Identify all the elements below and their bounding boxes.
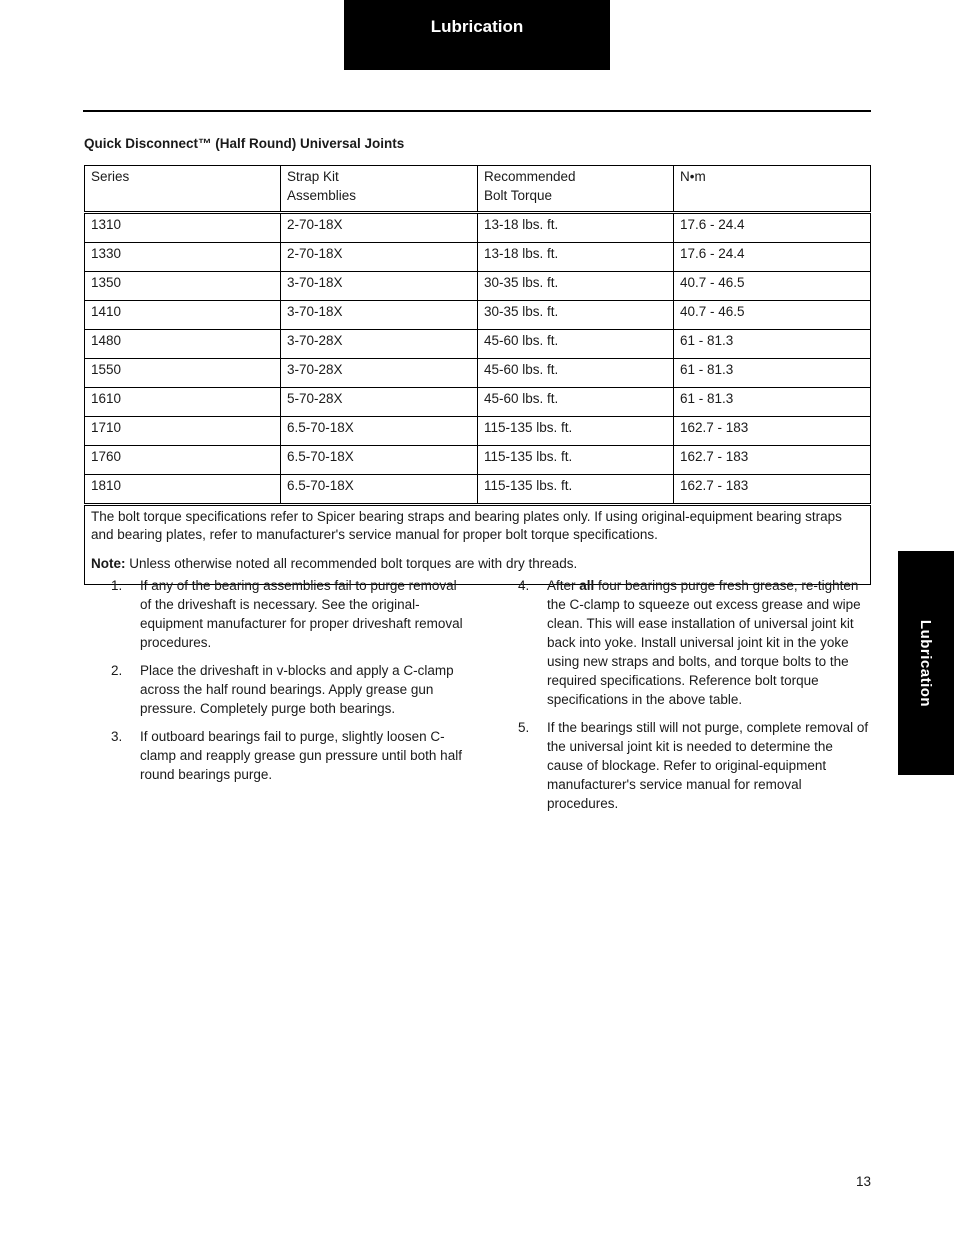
header-cell-nm: N•m	[674, 166, 871, 213]
note-label: Note:	[91, 556, 126, 571]
cell-nm: 61 - 81.3	[674, 330, 871, 359]
cell-nm: 40.7 - 46.5	[674, 272, 871, 301]
cell-strap-kit: 6.5-70-18X	[281, 446, 478, 475]
cell-nm: 61 - 81.3	[674, 359, 871, 388]
step-number: 1.	[111, 578, 123, 593]
note-text: Unless otherwise noted all recommended bolt torques are with dry threads.	[125, 556, 578, 571]
procedure-steps-left	[111, 576, 463, 793]
cell-nm: 17.6 - 24.4	[674, 213, 871, 243]
cell-bolt-torque: 45-60 lbs. ft.	[478, 359, 674, 388]
cell-series: 1330	[85, 243, 281, 272]
cell-series: 1760	[85, 446, 281, 475]
section-title: Quick Disconnect™ (Half Round) Universal Joints	[84, 136, 405, 151]
cell-bolt-torque: 30-35 lbs. ft.	[478, 272, 674, 301]
list-item	[111, 727, 463, 784]
list-item	[518, 718, 870, 813]
table-row	[85, 301, 871, 330]
cell-strap-kit: 5-70-28X	[281, 388, 478, 417]
cell-bolt-torque: 115-135 lbs. ft.	[478, 446, 674, 475]
step-text: After all four bearings purge fresh grease, re-tighten the C-clamp to squeeze out excess grease and wipe clean. This will ease installation of universal joint kit back into yoke. Install universal joint kit in the yoke using new straps and bolts, and torque bolts to the required specifications. Reference bolt torque specifications in the above table.	[547, 578, 861, 707]
table-footnote: The bolt torque specifications refer to Spicer bearing straps and bearing plates only. If using original-equipment bearing straps and bearing plates, refer to manufacturer's service manual for proper bolt torque specifications.	[91, 509, 842, 542]
header-cell-bolt-torque: Recommended Bolt Torque	[478, 166, 674, 213]
cell-strap-kit: 3-70-18X	[281, 301, 478, 330]
cell-series: 1480	[85, 330, 281, 359]
cell-bolt-torque: 13-18 lbs. ft.	[478, 213, 674, 243]
table-note	[91, 555, 864, 573]
side-tab-label: Lubrication	[917, 619, 935, 707]
bolt-torque-table	[84, 165, 871, 585]
table-row	[85, 272, 871, 301]
emphasis-text: all	[579, 578, 595, 593]
header-cell-strap-kit: Strap Kit Assemblies	[281, 166, 478, 213]
step-text: Place the driveshaft in v-blocks and apply a C-clamp across the half round bearings. Apply grease gun pressure. Completely purge both bearings.	[140, 663, 454, 716]
cell-bolt-torque: 115-135 lbs. ft.	[478, 417, 674, 446]
cell-series: 1710	[85, 417, 281, 446]
side-section-tab	[898, 551, 954, 775]
step-number: 2.	[111, 663, 123, 678]
step-text: If any of the bearing assemblies fail to purge removal of the driveshaft is necessary. See the original-equipment manufacturer for proper driveshaft removal procedures.	[140, 578, 463, 650]
cell-series: 1410	[85, 301, 281, 330]
step-text: If the bearings still will not purge, complete removal of the universal joint kit is needed to determine the cause of blockage. Refer to original-equipment manufacturer's service manual for removal procedures.	[547, 720, 869, 811]
cell-strap-kit: 2-70-18X	[281, 243, 478, 272]
table-row	[85, 475, 871, 505]
cell-nm: 162.7 - 183	[674, 475, 871, 505]
cell-strap-kit: 2-70-18X	[281, 213, 478, 243]
table-row	[85, 446, 871, 475]
cell-series: 1310	[85, 213, 281, 243]
cell-nm: 61 - 81.3	[674, 388, 871, 417]
page-number: 13	[856, 1174, 872, 1189]
procedure-steps-right	[518, 576, 870, 822]
header-tab-label: Lubrication	[430, 17, 524, 36]
cell-strap-kit: 3-70-18X	[281, 272, 478, 301]
list-item	[111, 661, 463, 718]
header-section-tab	[344, 0, 610, 70]
table-row	[85, 243, 871, 272]
cell-nm: 162.7 - 183	[674, 446, 871, 475]
header-cell-series: Series	[85, 166, 281, 213]
table-row	[85, 359, 871, 388]
cell-strap-kit: 6.5-70-18X	[281, 417, 478, 446]
table-footnote-cell	[85, 505, 871, 585]
cell-strap-kit: 3-70-28X	[281, 359, 478, 388]
cell-bolt-torque: 30-35 lbs. ft.	[478, 301, 674, 330]
header-rule	[83, 110, 871, 112]
cell-nm: 40.7 - 46.5	[674, 301, 871, 330]
step-number: 3.	[111, 729, 123, 744]
table-row	[85, 213, 871, 243]
table-row	[85, 417, 871, 446]
list-item	[111, 576, 463, 652]
step-text: If outboard bearings fail to purge, slightly loosen C-clamp and reapply grease gun pressure until both half round bearings purge.	[140, 729, 462, 782]
cell-bolt-torque: 13-18 lbs. ft.	[478, 243, 674, 272]
table-row	[85, 388, 871, 417]
cell-series: 1810	[85, 475, 281, 505]
step-number: 5.	[518, 720, 530, 735]
cell-nm: 17.6 - 24.4	[674, 243, 871, 272]
table-footnote-row	[85, 505, 871, 585]
cell-strap-kit: 3-70-28X	[281, 330, 478, 359]
cell-bolt-torque: 115-135 lbs. ft.	[478, 475, 674, 505]
step-number: 4.	[518, 578, 530, 593]
cell-series: 1550	[85, 359, 281, 388]
table-row	[85, 330, 871, 359]
cell-bolt-torque: 45-60 lbs. ft.	[478, 330, 674, 359]
cell-strap-kit: 6.5-70-18X	[281, 475, 478, 505]
cell-bolt-torque: 45-60 lbs. ft.	[478, 388, 674, 417]
list-item	[518, 576, 870, 709]
cell-nm: 162.7 - 183	[674, 417, 871, 446]
cell-series: 1610	[85, 388, 281, 417]
cell-series: 1350	[85, 272, 281, 301]
table-header-row	[85, 166, 871, 213]
